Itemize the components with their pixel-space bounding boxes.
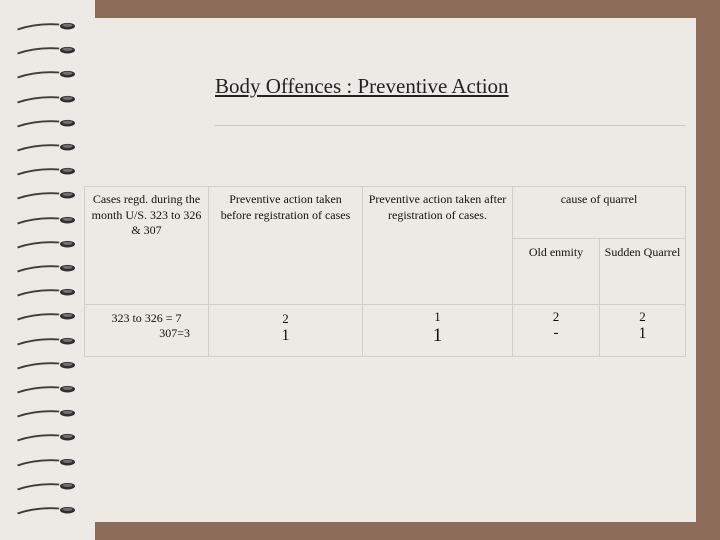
- spiral-binding-ring-icon: [10, 240, 80, 250]
- before-bottom: 1: [281, 327, 290, 344]
- header-cases: Cases regd. during the month U/S. 323 to 326 & 307: [85, 187, 209, 305]
- before-top: 2: [282, 311, 289, 326]
- header-sudden: Sudden Quarrel: [600, 239, 686, 305]
- spiral-binding-ring-icon: [10, 506, 80, 516]
- spiral-binding-ring-icon: [10, 46, 80, 56]
- after-top: 1: [434, 309, 441, 324]
- title-divider: [215, 125, 685, 126]
- cell-before: [209, 305, 363, 357]
- spiral-binding: [0, 0, 95, 540]
- header-old-enmity: Old enmity: [513, 239, 600, 305]
- cell-old-enmity: [513, 305, 600, 357]
- spiral-binding-ring-icon: [10, 361, 80, 371]
- spiral-binding-ring-icon: [10, 22, 80, 32]
- spiral-binding-ring-icon: [10, 167, 80, 177]
- header-after: Preventive action taken after registration of cases.: [363, 187, 513, 305]
- spiral-binding-ring-icon: [10, 458, 80, 468]
- spiral-binding-ring-icon: [10, 70, 80, 80]
- spiral-binding-ring-icon: [10, 264, 80, 274]
- page-title: Body Offences : Preventive Action: [215, 74, 509, 98]
- spiral-binding-ring-icon: [10, 312, 80, 322]
- cell-after: [363, 305, 513, 357]
- spiral-binding-ring-icon: [10, 288, 80, 298]
- sudden-bottom: 1: [638, 325, 647, 342]
- preventive-action-table: [84, 186, 686, 357]
- spiral-binding-ring-icon: [10, 216, 80, 226]
- after-bottom: 1: [432, 325, 443, 346]
- cell-sudden: [600, 305, 686, 357]
- spiral-binding-ring-icon: [10, 385, 80, 395]
- sudden-top: 2: [639, 309, 646, 324]
- old-bottom: -: [553, 325, 559, 341]
- spiral-binding-ring-icon: [10, 482, 80, 492]
- spiral-binding-ring-icon: [10, 337, 80, 347]
- old-top: 2: [552, 309, 560, 324]
- spiral-binding-ring-icon: [10, 119, 80, 129]
- cases-line-2: 307=3: [159, 326, 190, 340]
- spiral-binding-ring-icon: [10, 409, 80, 419]
- spiral-binding-ring-icon: [10, 95, 80, 105]
- header-before: Preventive action taken before registration of cases: [209, 187, 363, 305]
- cell-cases: [85, 305, 209, 357]
- header-cause: cause of quarrel: [513, 187, 686, 239]
- spiral-binding-ring-icon: [10, 191, 80, 201]
- cases-line-1: 323 to 326 = 7: [111, 311, 182, 325]
- spiral-binding-ring-icon: [10, 143, 80, 153]
- spiral-binding-ring-icon: [10, 433, 80, 443]
